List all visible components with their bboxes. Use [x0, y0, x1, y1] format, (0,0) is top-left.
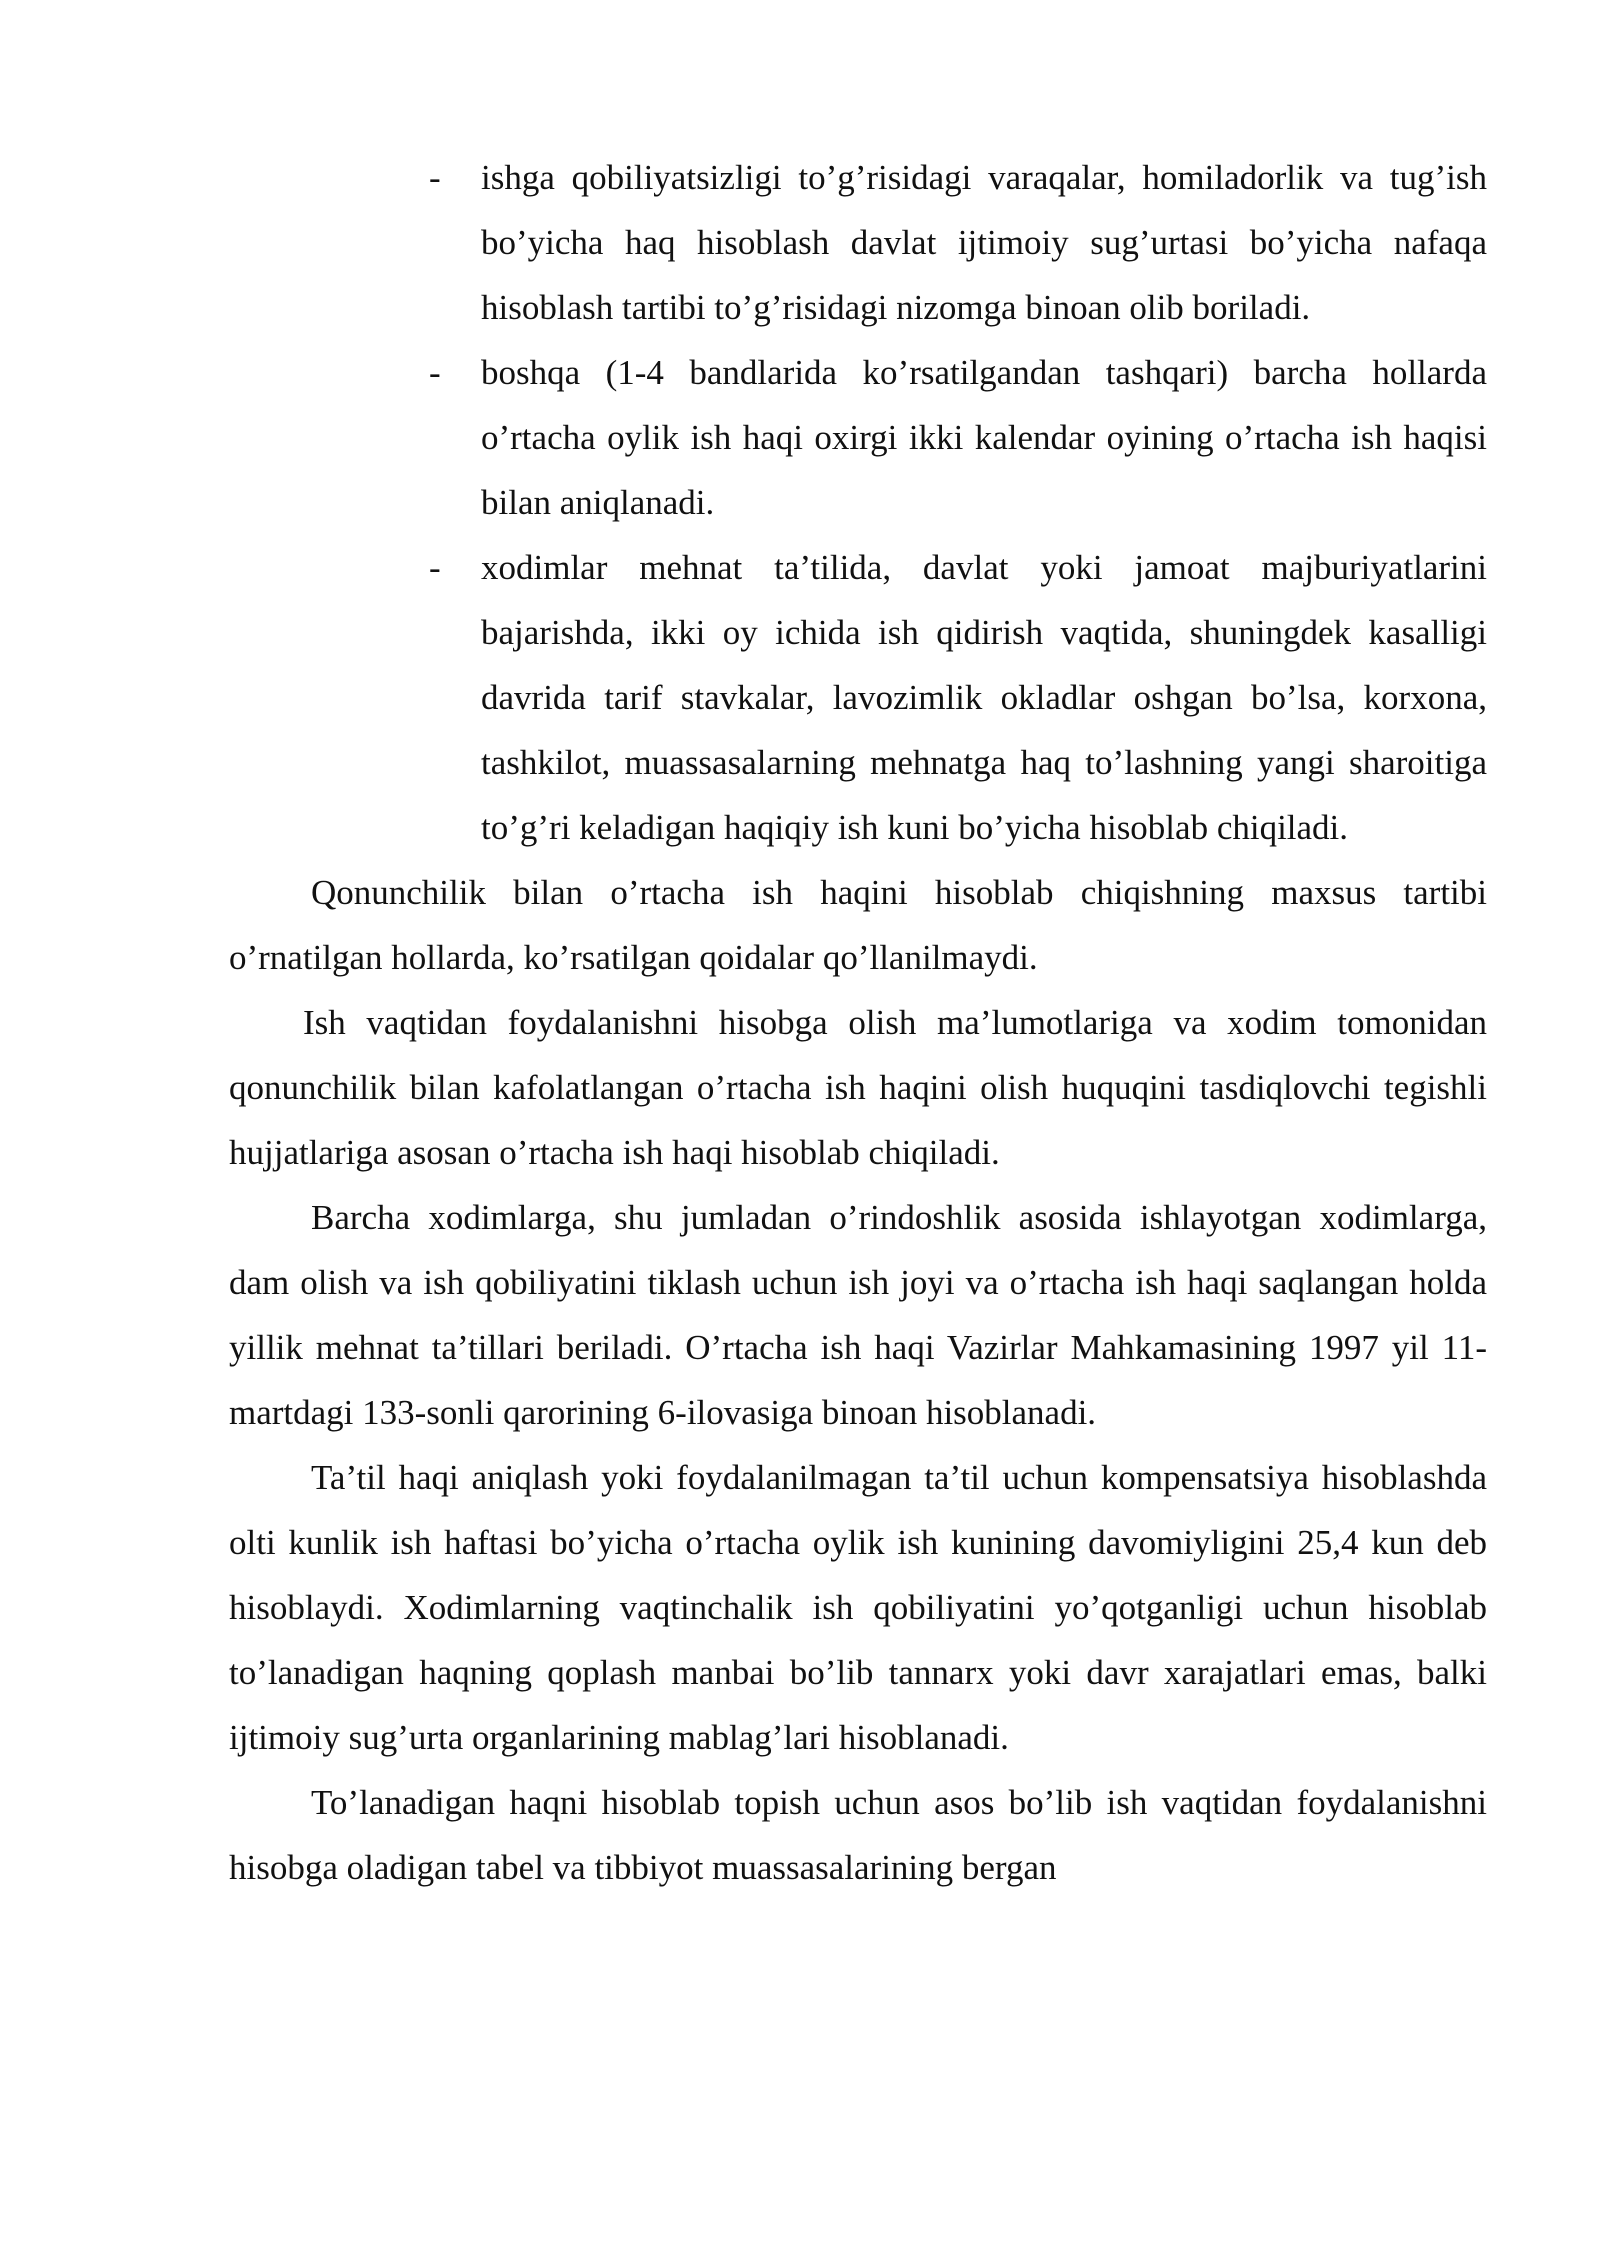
list-item-text: ishga qobiliyatsizligi to’g’risidagi varaqalar, homiladorlik va tug’ish bo’yicha haq hisoblash davlat ijtimoiy sug’urtasi bo’yicha nafaqa hisoblash tartibi to’g’risidagi nizomga binoan olib boriladi.	[481, 158, 1487, 327]
paragraph: Ish vaqtidan foydalanishni hisobga olish ma’lumotlariga va xodim tomonidan qonunchilik bilan kafolatlangan o’rtacha ish haqini olish huquqini tasdiqlovchi tegishli hujjatlariga asosan o’rtacha ish haqi hisoblab chiqiladi.	[229, 1003, 1487, 1172]
paragraph: To’lanadigan haqni hisoblab topish uchun asos bo’lib ish vaqtidan foydalanishni hisobga oladigan tabel va tibbiyot muassasalarining bergan	[229, 1783, 1487, 1887]
list-item-text: xodimlar mehnat ta’tilida, davlat yoki jamoat majburiyatlarini bajarishda, ikki oy ichida ish qidirish vaqtida, shuningdek kasalligi davrida tarif stavkalar, lavozimlik okladlar oshgan bo’lsa, korxona, tashkilot, muassasalarning mehnatga haq to’lashning yangi sharoitiga to’g’ri keladigan haqiqiy ish kuni bo’yicha hisoblab chiqiladi.	[481, 548, 1487, 847]
list-item	[229, 535, 1487, 860]
dash-marker: -	[429, 548, 441, 587]
paragraph: Ta’til haqi aniqlash yoki foydalanilmagan ta’til uchun kompensatsiya hisoblashda olti kunlik ish haftasi bo’yicha o’rtacha oylik ish kunining davomiyligini 25,4 kun deb hisoblaydi. Xodimlarning vaqtinchalik ish qobiliyatini yo’qotganligi uchun hisoblab to’lanadigan haqning qoplash manbai bo’lib tannarx yoki davr xarajatlari emas, balki ijtimoiy sug’urta organlarining mablag’lari hisoblanadi.	[229, 1458, 1487, 1757]
list-item-text: boshqa (1-4 bandlarida ko’rsatilgandan tashqari) barcha hollarda o’rtacha oylik ish haqi oxirgi ikki kalendar oyining o’rtacha ish haqisi bilan aniqlanadi.	[481, 353, 1487, 522]
list-item	[229, 145, 1487, 340]
document-body	[229, 145, 1487, 1900]
dash-marker: -	[429, 353, 441, 392]
paragraph: Qonunchilik bilan o’rtacha ish haqini hisoblab chiqishning maxsus tartibi o’rnatilgan hollarda, ko’rsatilgan qoidalar qo’llanilmaydi.	[229, 873, 1487, 977]
list-item	[229, 340, 1487, 535]
paragraph: Barcha xodimlarga, shu jumladan o’rindoshlik asosida ishlayotgan xodimlarga, dam olish va ish qobiliyatini tiklash uchun ish joyi va o’rtacha ish haqi saqlangan holda yillik mehnat ta’tillari beriladi. O’rtacha ish haqi Vazirlar Mahkamasining 1997 yil 11-martdagi 133-sonli qarorining 6-ilovasiga binoan hisoblanadi.	[229, 1198, 1487, 1432]
bullet-list	[229, 145, 1487, 860]
dash-marker: -	[429, 158, 441, 197]
